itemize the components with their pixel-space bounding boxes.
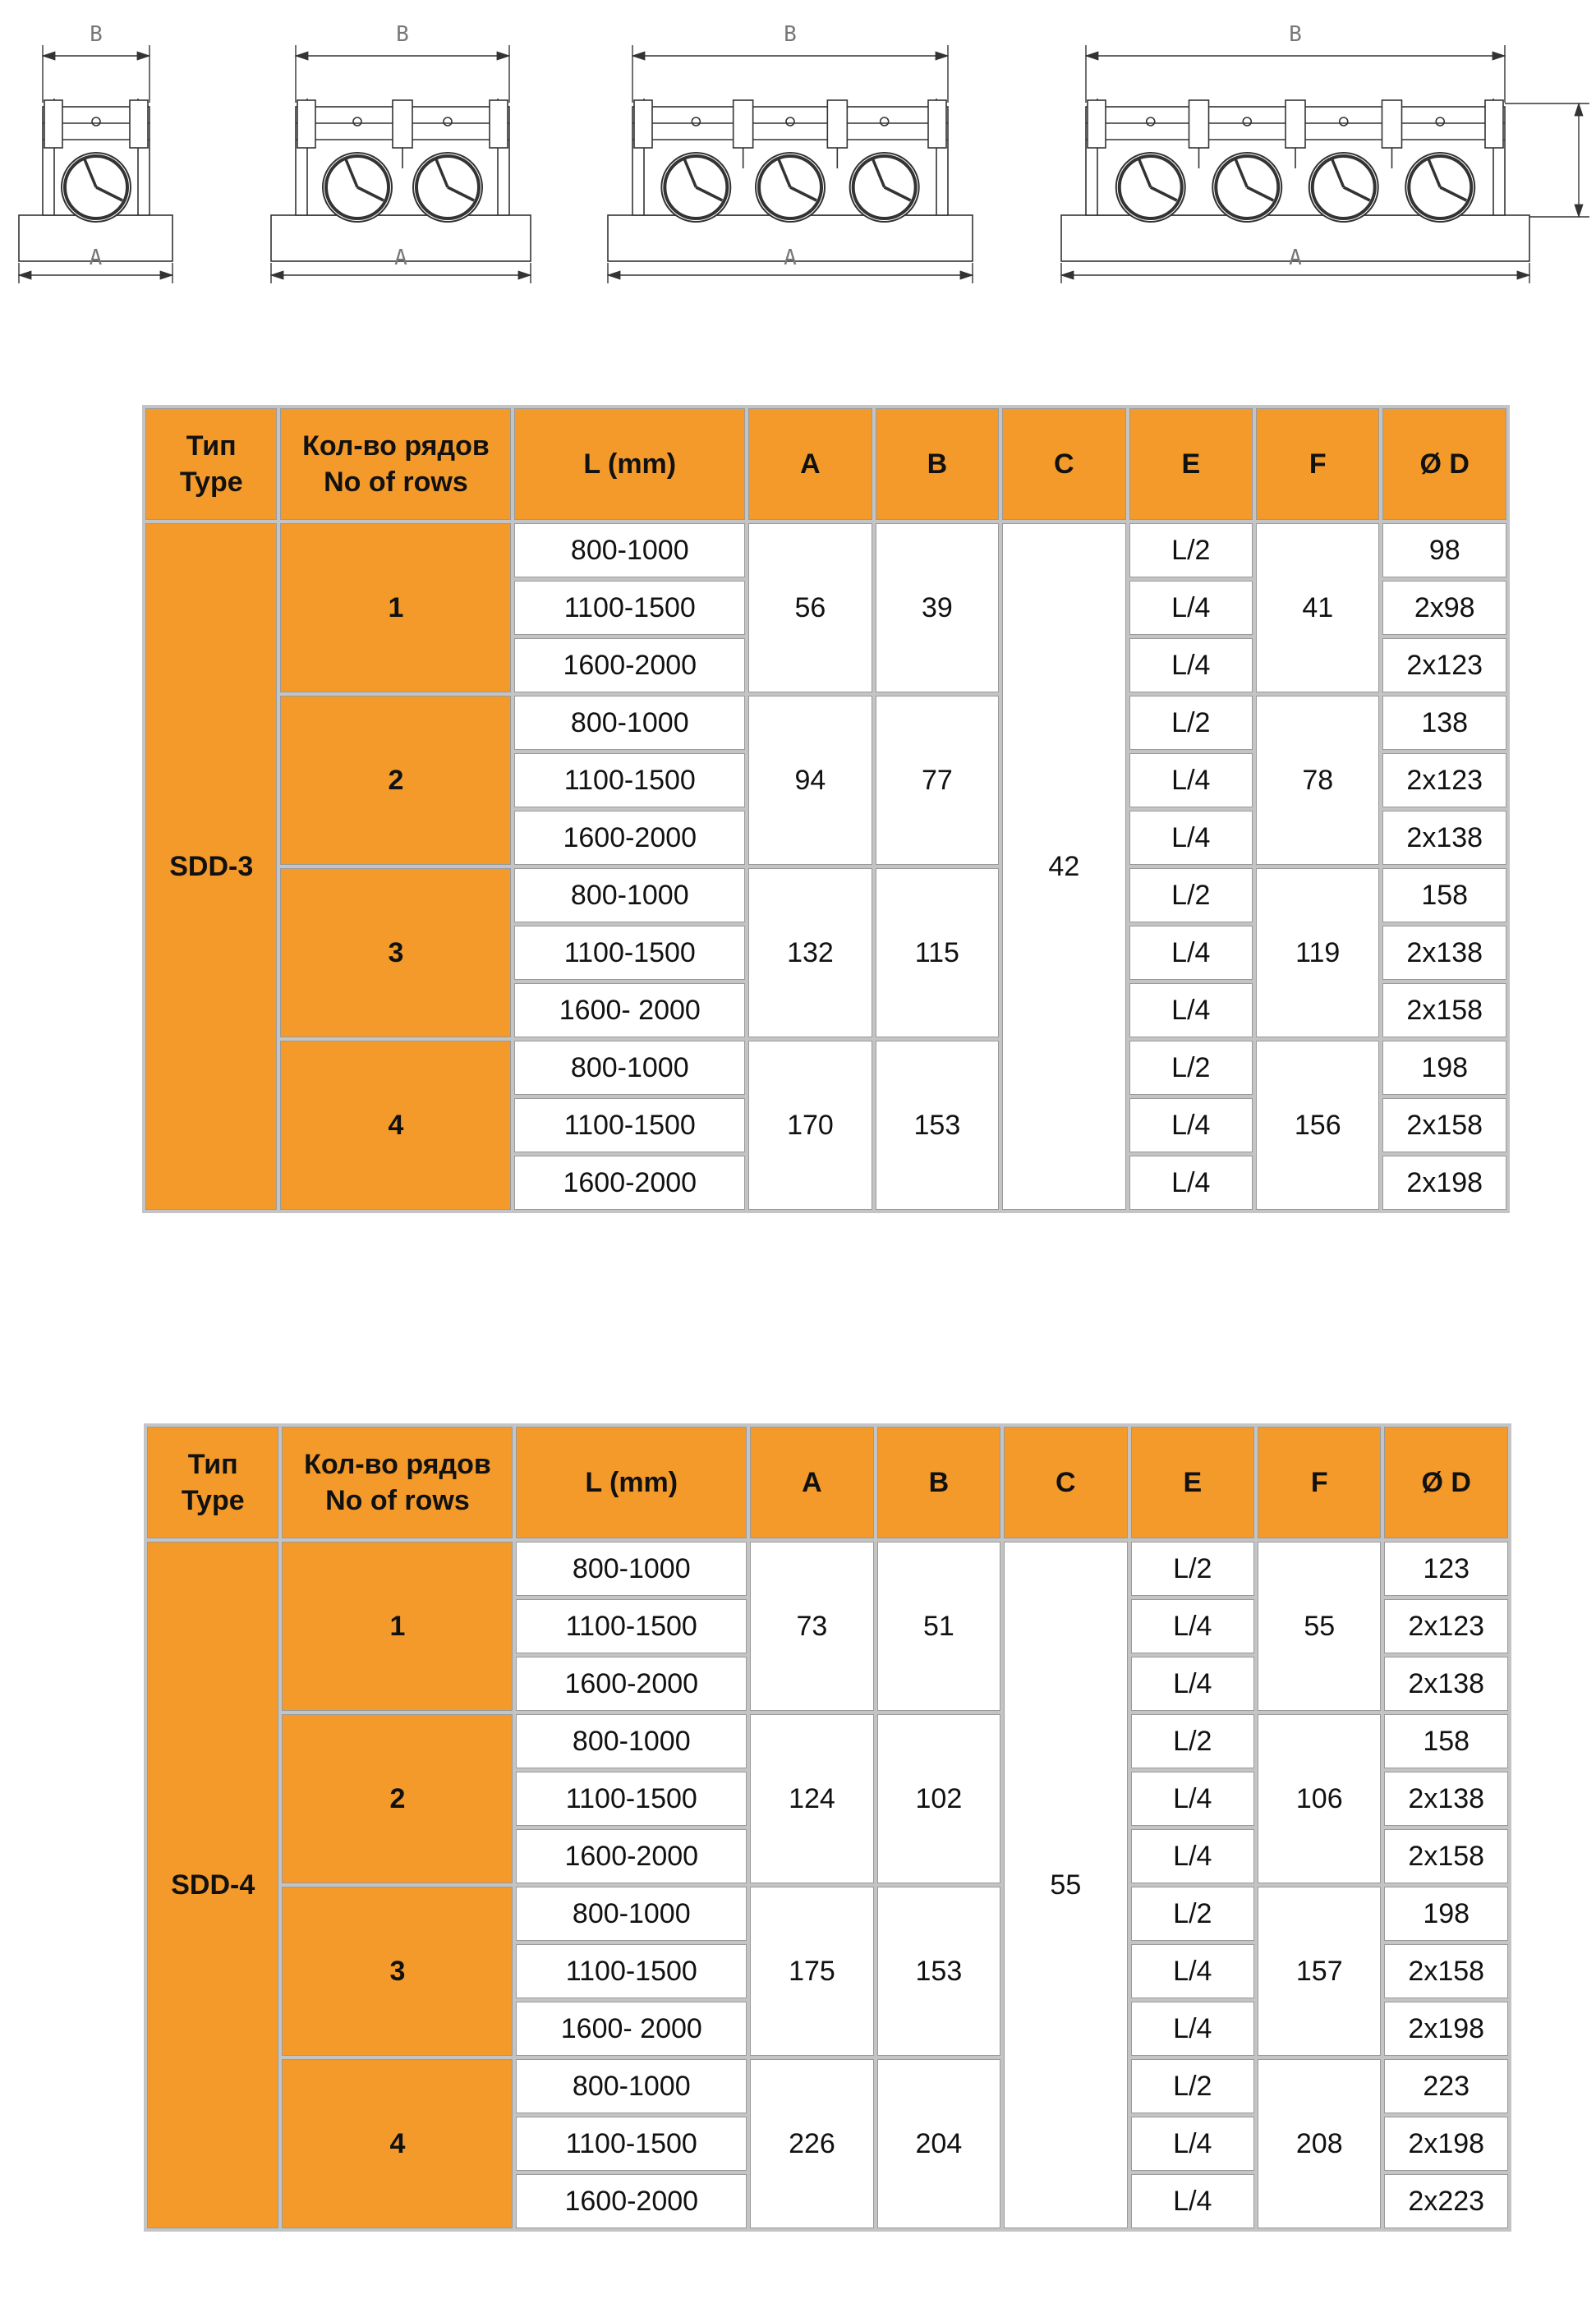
length-cell: 1600-2000 xyxy=(514,1156,745,1210)
e-value-cell: L/4 xyxy=(1129,811,1253,865)
e-header: E xyxy=(1131,1427,1254,1538)
rows-count-cell: 4 xyxy=(280,1041,511,1210)
c-header: C xyxy=(1002,408,1125,520)
e-value-cell: L/4 xyxy=(1131,2002,1254,2056)
profile-drawing-2 xyxy=(271,99,531,261)
a-value-cell: 226 xyxy=(750,2059,873,2228)
d-value-cell: 158 xyxy=(1384,1714,1508,1768)
dimension-label-b: B xyxy=(90,22,103,47)
a-header: A xyxy=(748,408,872,520)
length-header: L (mm) xyxy=(514,408,745,520)
d-header: Ø D xyxy=(1382,408,1506,520)
type-header-en: Type xyxy=(181,1485,245,1516)
b-value-cell: 204 xyxy=(877,2059,1000,2228)
e-value-cell: L/2 xyxy=(1131,1542,1254,1596)
drawings-svg xyxy=(0,0,1596,296)
rows-count-cell: 2 xyxy=(282,1714,513,1883)
e-value-cell: L/4 xyxy=(1131,1829,1254,1883)
length-cell: 1600-2000 xyxy=(516,2174,747,2228)
a-value-cell: 73 xyxy=(750,1542,873,1711)
d-value-cell: 2x98 xyxy=(1382,581,1506,635)
d-value-cell: 223 xyxy=(1384,2059,1508,2113)
length-cell: 1600- 2000 xyxy=(516,2002,747,2056)
length-cell: 1600- 2000 xyxy=(514,983,745,1037)
f-value-cell: 156 xyxy=(1256,1041,1379,1210)
rows-count-cell: 3 xyxy=(282,1887,513,2056)
table-row xyxy=(145,868,1506,922)
e-value-cell: L/4 xyxy=(1131,2117,1254,2171)
length-cell: 800-1000 xyxy=(516,1714,747,1768)
dimension-label-b: B xyxy=(1289,22,1302,47)
d-value-cell: 2x198 xyxy=(1382,1156,1506,1210)
d-value-cell: 123 xyxy=(1384,1542,1508,1596)
f-value-cell: 119 xyxy=(1256,868,1379,1037)
rows-count-cell: 4 xyxy=(282,2059,513,2228)
type-cell: SDD-3 xyxy=(145,523,277,1210)
d-value-cell: 2x138 xyxy=(1382,926,1506,980)
f-value-cell: 208 xyxy=(1258,2059,1381,2228)
length-cell: 1100-1500 xyxy=(516,1599,747,1653)
length-cell: 800-1000 xyxy=(516,1542,747,1596)
e-value-cell: L/2 xyxy=(1131,1714,1254,1768)
e-value-cell: L/2 xyxy=(1131,2059,1254,2113)
table-row xyxy=(147,1542,1508,1596)
e-value-cell: L/2 xyxy=(1129,696,1253,750)
d-value-cell: 2x158 xyxy=(1384,1829,1508,1883)
length-cell: 1600-2000 xyxy=(516,1829,747,1883)
length-cell: 800-1000 xyxy=(516,1887,747,1941)
e-value-cell: L/2 xyxy=(1129,523,1253,577)
c-value-cell: 55 xyxy=(1004,1542,1127,2228)
length-cell: 800-1000 xyxy=(514,523,745,577)
height-dimension xyxy=(1505,103,1589,217)
length-cell: 1600-2000 xyxy=(514,811,745,865)
length-cell: 800-1000 xyxy=(516,2059,747,2113)
a-value-cell: 175 xyxy=(750,1887,873,2056)
rows-header xyxy=(282,1427,513,1538)
d-value-cell: 2x198 xyxy=(1384,2117,1508,2171)
d-value-cell: 2x223 xyxy=(1384,2174,1508,2228)
rows-header-en: No of rows xyxy=(325,1485,470,1516)
f-value-cell: 78 xyxy=(1256,696,1379,865)
dimension-label-a: A xyxy=(89,246,103,270)
rows-header-ru: Кол-во рядов xyxy=(302,430,490,462)
length-cell: 1100-1500 xyxy=(516,2117,747,2171)
a-value-cell: 170 xyxy=(748,1041,872,1210)
table-row xyxy=(145,696,1506,750)
type-header xyxy=(147,1427,278,1538)
type-header-en: Type xyxy=(179,467,243,498)
profile-drawing-1 xyxy=(19,99,172,261)
length-cell: 800-1000 xyxy=(514,868,745,922)
f-value-cell: 55 xyxy=(1258,1542,1381,1711)
f-value-cell: 41 xyxy=(1256,523,1379,692)
dimension-label-b: B xyxy=(784,22,797,47)
e-value-cell: L/2 xyxy=(1129,868,1253,922)
type-header xyxy=(145,408,277,520)
e-value-cell: L/4 xyxy=(1129,1156,1253,1210)
d-value-cell: 2x158 xyxy=(1382,1098,1506,1152)
a-value-cell: 56 xyxy=(748,523,872,692)
table-row xyxy=(145,1041,1506,1095)
a-value-cell: 94 xyxy=(748,696,872,865)
dimension-label-a: A xyxy=(784,246,797,270)
type-cell: SDD-4 xyxy=(147,1542,278,2228)
e-value-cell: L/4 xyxy=(1131,1772,1254,1826)
spec-table-sdd-3 xyxy=(142,405,1510,1213)
d-value-cell: 2x158 xyxy=(1382,983,1506,1037)
a-header: A xyxy=(750,1427,873,1538)
a-value-cell: 132 xyxy=(748,868,872,1037)
type-header-ru: Тип xyxy=(186,430,237,462)
rows-header-ru: Кол-во рядов xyxy=(304,1449,491,1480)
d-value-cell: 2x123 xyxy=(1382,638,1506,692)
length-cell: 1600-2000 xyxy=(516,1657,747,1711)
e-value-cell: L/4 xyxy=(1129,1098,1253,1152)
length-cell: 1600-2000 xyxy=(514,638,745,692)
d-value-cell: 198 xyxy=(1384,1887,1508,1941)
d-value-cell: 2x138 xyxy=(1382,811,1506,865)
d-value-cell: 158 xyxy=(1382,868,1506,922)
e-value-cell: L/4 xyxy=(1129,926,1253,980)
d-value-cell: 138 xyxy=(1382,696,1506,750)
e-value-cell: L/4 xyxy=(1131,2174,1254,2228)
length-cell: 1100-1500 xyxy=(514,1098,745,1152)
header-row xyxy=(147,1427,1508,1538)
profile-drawing-3 xyxy=(608,99,973,261)
length-cell: 1100-1500 xyxy=(514,926,745,980)
b-value-cell: 115 xyxy=(876,868,999,1037)
a-value-cell: 124 xyxy=(750,1714,873,1883)
e-value-cell: L/4 xyxy=(1129,581,1253,635)
e-value-cell: L/4 xyxy=(1129,638,1253,692)
profile-drawing-4 xyxy=(1061,99,1529,261)
length-cell: 800-1000 xyxy=(514,1041,745,1095)
d-header: Ø D xyxy=(1384,1427,1508,1538)
b-value-cell: 102 xyxy=(877,1714,1000,1883)
e-value-cell: L/2 xyxy=(1129,1041,1253,1095)
header-row xyxy=(145,408,1506,520)
b-value-cell: 153 xyxy=(876,1041,999,1210)
rows-header xyxy=(280,408,511,520)
length-cell: 800-1000 xyxy=(514,696,745,750)
rows-count-cell: 3 xyxy=(280,868,511,1037)
rows-count-cell: 2 xyxy=(280,696,511,865)
length-cell: 1100-1500 xyxy=(514,581,745,635)
c-value-cell: 42 xyxy=(1002,523,1125,1210)
d-value-cell: 198 xyxy=(1382,1041,1506,1095)
b-header: B xyxy=(876,408,999,520)
type-header-ru: Тип xyxy=(187,1449,238,1480)
d-value-cell: 2x123 xyxy=(1382,753,1506,807)
d-value-cell: 2x138 xyxy=(1384,1772,1508,1826)
d-value-cell: 2x138 xyxy=(1384,1657,1508,1711)
table-row xyxy=(147,1887,1508,1941)
f-header: F xyxy=(1256,408,1379,520)
e-value-cell: L/4 xyxy=(1131,1944,1254,1998)
d-value-cell: 2x198 xyxy=(1384,2002,1508,2056)
f-header: F xyxy=(1258,1427,1381,1538)
length-cell: 1100-1500 xyxy=(516,1944,747,1998)
table-row xyxy=(147,2059,1508,2113)
dimension-label-a: A xyxy=(1289,246,1302,270)
length-cell: 1100-1500 xyxy=(514,753,745,807)
dimension-label-b: B xyxy=(396,22,409,47)
e-value-cell: L/2 xyxy=(1131,1887,1254,1941)
rows-count-cell: 1 xyxy=(282,1542,513,1711)
e-value-cell: L/4 xyxy=(1129,983,1253,1037)
table-row xyxy=(145,523,1506,577)
e-value-cell: L/4 xyxy=(1129,753,1253,807)
c-header: C xyxy=(1004,1427,1127,1538)
b-value-cell: 51 xyxy=(877,1542,1000,1711)
d-value-cell: 2x158 xyxy=(1384,1944,1508,1998)
table-row xyxy=(147,1714,1508,1768)
d-value-cell: 2x123 xyxy=(1384,1599,1508,1653)
e-header: E xyxy=(1129,408,1253,520)
technical-drawings xyxy=(0,0,1596,296)
b-value-cell: 39 xyxy=(876,523,999,692)
f-value-cell: 106 xyxy=(1258,1714,1381,1883)
f-value-cell: 157 xyxy=(1258,1887,1381,2056)
length-header: L (mm) xyxy=(516,1427,747,1538)
b-header: B xyxy=(877,1427,1000,1538)
b-value-cell: 153 xyxy=(877,1887,1000,2056)
e-value-cell: L/4 xyxy=(1131,1599,1254,1653)
spec-table-sdd-4 xyxy=(144,1423,1511,2232)
d-value-cell: 98 xyxy=(1382,523,1506,577)
length-cell: 1100-1500 xyxy=(516,1772,747,1826)
rows-header-en: No of rows xyxy=(324,467,468,498)
e-value-cell: L/4 xyxy=(1131,1657,1254,1711)
dimension-label-a: A xyxy=(394,246,407,270)
b-value-cell: 77 xyxy=(876,696,999,865)
rows-count-cell: 1 xyxy=(280,523,511,692)
